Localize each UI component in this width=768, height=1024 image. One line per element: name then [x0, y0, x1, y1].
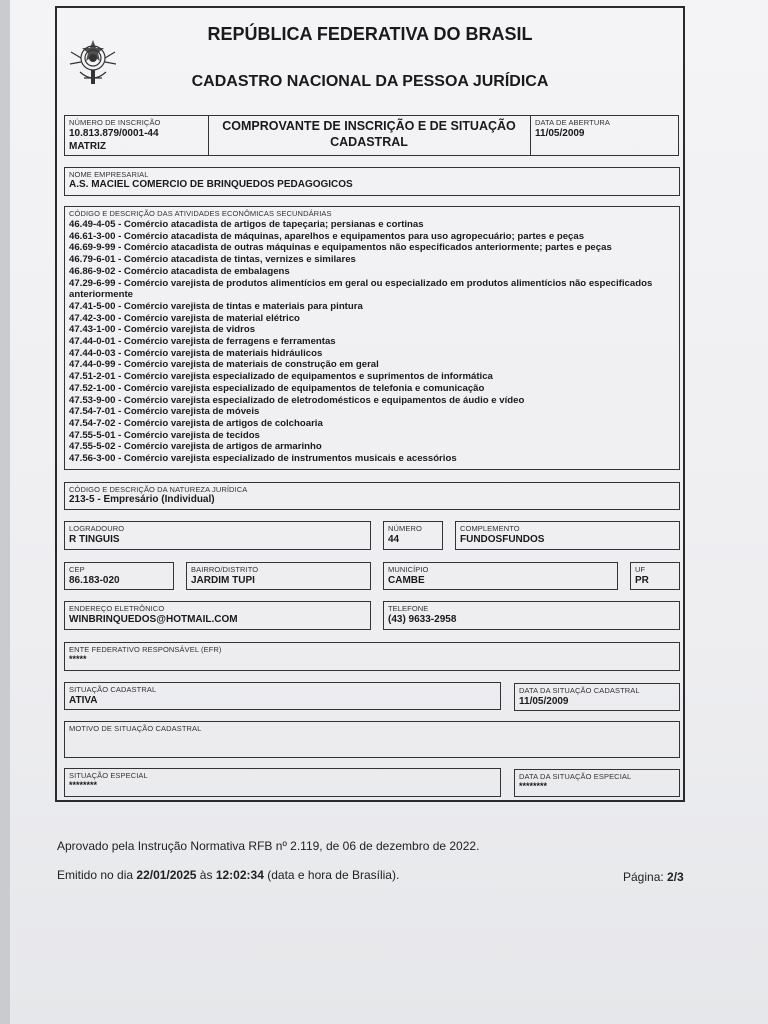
numero-value: 44	[388, 534, 400, 545]
list-item: 47.41-5-00 - Comércio varejista de tintas e materiais para pintura	[69, 300, 363, 312]
page-number	[623, 870, 684, 884]
uf-box	[630, 562, 680, 590]
logradouro-label: LOGRADOURO	[69, 524, 125, 533]
numero-box	[383, 521, 443, 550]
inscricao-box	[64, 115, 209, 156]
bairro-value: JARDIM TUPI	[191, 575, 255, 586]
especial-label: SITUAÇÃO ESPECIAL	[69, 771, 148, 780]
abertura-label: DATA DE ABERTURA	[535, 118, 610, 127]
approval-text: Aprovado pela Instrução Normativa RFB nº 2.119, de 06 de dezembro de 2022.	[57, 839, 480, 853]
emission-suffix: (data e hora de Brasília).	[267, 868, 400, 882]
list-item: 47.44-0-01 - Comércio varejista de ferragens e ferramentas	[69, 336, 336, 348]
municipio-value: CAMBE	[388, 575, 425, 586]
email-box	[64, 601, 371, 630]
situacao-box	[64, 682, 501, 710]
logradouro-box	[64, 521, 371, 550]
email-value: WINBRINQUEDOS@HOTMAIL.COM	[69, 614, 238, 625]
especial-box	[64, 768, 501, 797]
uf-label: UF	[635, 565, 646, 574]
list-item: 47.54-7-02 - Comércio varejista de artigos de colchoaria	[69, 417, 323, 429]
list-item: 46.49-4-05 - Comércio atacadista de artigos de tapeçaria; persianas e cortinas	[69, 219, 424, 230]
list-item: 47.55-5-02 - Comércio varejista de artigos de armarinho	[69, 441, 322, 453]
situacao-value: ATIVA	[69, 695, 98, 706]
logradouro-value: R TINGUIS	[69, 534, 120, 545]
uf-value: PR	[635, 575, 649, 586]
telefone-box	[383, 601, 680, 630]
list-item: 47.55-5-01 - Comércio varejista de tecidos	[69, 429, 260, 441]
emission-date: 22/01/2025	[136, 868, 197, 882]
atividades-box	[64, 206, 680, 470]
list-item: 46.79-6-01 - Comércio atacadista de tintas, vernizes e similares	[69, 254, 356, 266]
data-situacao-box	[514, 683, 680, 711]
numero-label: NÚMERO	[388, 524, 422, 533]
nome-value: A.S. MACIEL COMERCIO DE BRINQUEDOS PEDAGOGICOS	[69, 179, 353, 190]
municipio-box	[383, 562, 618, 590]
complemento-label: COMPLEMENTO	[460, 524, 520, 533]
page-title: REPÚBLICA FEDERATIVA DO BRASIL	[207, 24, 533, 44]
email-label: ENDEREÇO ELETRÔNICO	[69, 604, 165, 613]
telefone-label: TELEFONE	[388, 604, 429, 613]
municipio-label: MUNICÍPIO	[388, 565, 429, 574]
inscricao-number: 10.813.879/0001-44	[69, 128, 159, 139]
nome-label: NOME EMPRESARIAL	[69, 170, 149, 179]
motivo-label: MOTIVO DE SITUAÇÃO CADASTRAL	[69, 724, 202, 733]
cep-box	[64, 562, 174, 590]
list-item: 47.56-3-00 - Comércio varejista especializado de instrumentos musicais e acessórios	[69, 453, 457, 465]
nome-box	[64, 167, 680, 196]
data-situacao-label: DATA DA SITUAÇÃO CADASTRAL	[519, 686, 640, 695]
bairro-box	[186, 562, 371, 590]
data-situacao-value: 11/05/2009	[519, 696, 569, 707]
list-item: 47.43-1-00 - Comércio varejista de vidros	[69, 324, 256, 336]
cep-label: CEP	[69, 565, 85, 574]
abertura-box	[530, 115, 679, 156]
emission-time: 12:02:34	[215, 868, 264, 882]
list-item: 46.86-9-02 - Comércio atacadista de embalagens	[69, 265, 290, 277]
atividades-label: CÓDIGO E DESCRIÇÃO DAS ATIVIDADES ECONÔMICAS SECUNDÁRIAS	[69, 209, 332, 218]
inscricao-label: NÚMERO DE INSCRIÇÃO	[69, 118, 161, 127]
list-item: 47.44-0-03 - Comércio varejista de materiais hidráulicos	[69, 347, 323, 359]
inscricao-type: MATRIZ	[69, 141, 107, 152]
complemento-value: FUNDOSFUNDOS	[460, 534, 545, 545]
emission-prefix: Emitido no dia	[57, 868, 134, 882]
page-label: Página:	[623, 870, 664, 884]
natureza-box	[64, 482, 680, 510]
data-especial-box	[514, 769, 680, 797]
situacao-label: SITUAÇÃO CADASTRAL	[69, 685, 157, 694]
atividades-list	[69, 219, 675, 465]
comprovante-title-line1: COMPROVANTE DE INSCRIÇÃO E DE SITUAÇÃO	[222, 119, 516, 133]
bairro-label: BAIRRO/DISTRITO	[191, 565, 259, 574]
list-item: 47.51-2-01 - Comércio varejista especializado de equipamentos e suprimentos de informática	[69, 371, 493, 383]
natureza-value: 213-5 - Empresário (Individual)	[69, 494, 215, 505]
telefone-value: (43) 9633-2958	[388, 614, 457, 625]
complemento-box	[455, 521, 680, 550]
efr-box	[64, 642, 680, 671]
data-especial-label: DATA DA SITUAÇÃO ESPECIAL	[519, 772, 632, 781]
list-item: 47.53-9-00 - Comércio varejista especializado de eletrodomésticos e equipamentos de áudio e vídeo	[69, 394, 525, 406]
data-especial-value: ********	[519, 781, 548, 791]
emission-mid: às	[199, 868, 213, 882]
list-item: 47.42-3-00 - Comércio varejista de material elétrico	[69, 312, 300, 324]
brazil-coat-of-arms-icon	[68, 34, 118, 90]
motivo-box	[64, 721, 680, 758]
list-item: 46.61-3-00 - Comércio atacadista de máquinas, aparelhos e equipamentos para uso agropecuário; partes e peças	[69, 230, 585, 242]
page-value: 2/3	[667, 870, 684, 884]
emission-text	[57, 868, 399, 882]
comprovante-title	[208, 118, 530, 154]
natureza-label: CÓDIGO E DESCRIÇÃO DA NATUREZA JURÍDICA	[69, 485, 248, 494]
list-item: 47.44-0-99 - Comércio varejista de materiais de construção em geral	[69, 359, 379, 371]
efr-value: *****	[69, 654, 87, 664]
list-item: 47.54-7-01 - Comércio varejista de móveis	[69, 406, 260, 418]
list-item: 47.29-6-99 - Comércio varejista de produtos alimentícios em geral ou especializado em produtos alimentícios não especificados anteriormente	[69, 277, 653, 301]
especial-value: ********	[69, 780, 98, 790]
page-subtitle: CADASTRO NACIONAL DA PESSOA JURÍDICA	[191, 73, 549, 90]
list-item: 46.69-9-99 - Comércio atacadista de outras máquinas e equipamentos não especificados anteriormente; partes e peças	[69, 242, 612, 254]
comprovante-title-line2: CADASTRAL	[330, 135, 408, 149]
efr-label: ENTE FEDERATIVO RESPONSÁVEL (EFR)	[69, 645, 222, 654]
list-item: 47.52-1-00 - Comércio varejista especializado de equipamentos de telefonia e comunicação	[69, 382, 485, 394]
cep-value: 86.183-020	[69, 575, 120, 586]
abertura-value: 11/05/2009	[535, 128, 585, 139]
